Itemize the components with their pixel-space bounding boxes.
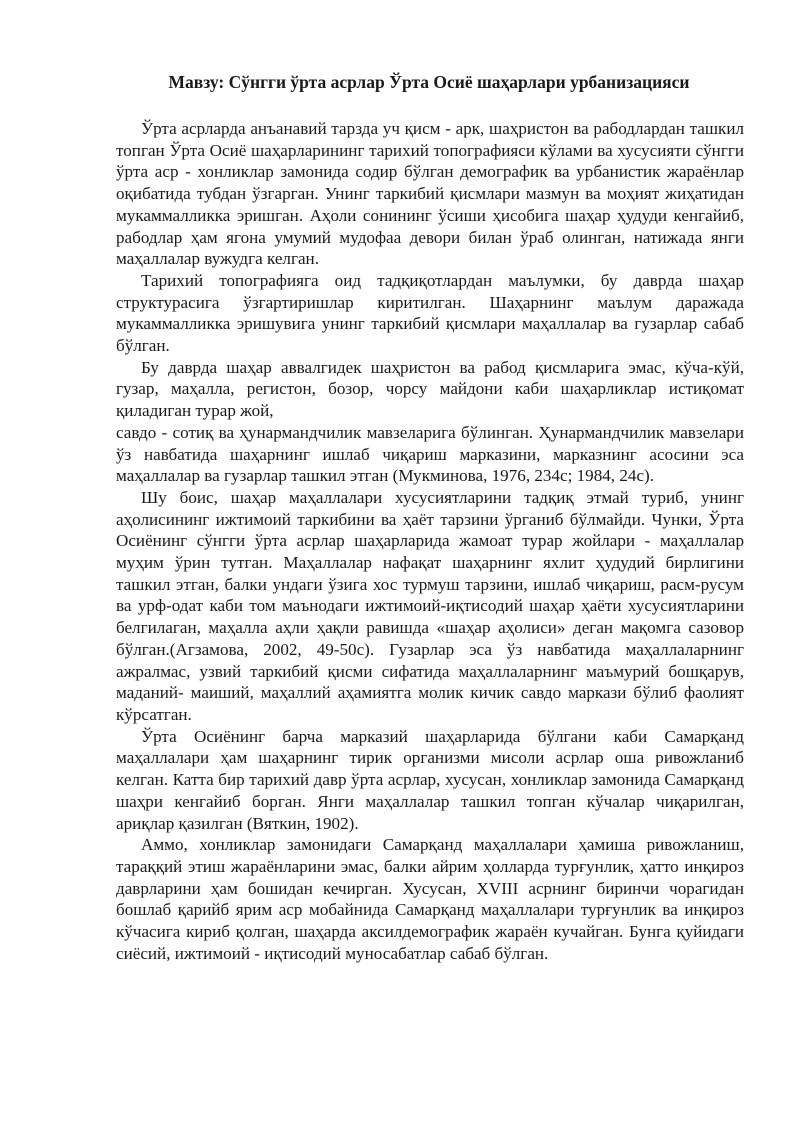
- document-title: Мавзу: Сўнгги ўрта асрлар Ўрта Осиё шаҳарлари урбанизацияси: [168, 72, 690, 92]
- paragraph-7: Аммо, хонликлар замонидаги Самарқанд маҳаллалари ҳамиша ривожланиш, тараққий этиш жараёнларини эмас, балки айрим ҳолларда турғунлик, ҳатто инқироз даврларини ҳам бошидан кечирган. Хусусан, XVIII асрнинг биринчи чорагидан бошлаб қарийб ярим аср мобайнида Самарқанд маҳаллалари турғунлик ва инқироз кўчасига кириб қолган, шаҳарда аксилдемографик жараён кучайган. Бунга қуйидаги сиёсий, ижтимоий - иқтисодий муносабатлар сабаб бўлган.: [116, 835, 744, 963]
- paragraph-3: Бу даврда шаҳар аввалгидек шаҳристон ва рабод қисмларига эмас, кўча-кўй, гузар, маҳалла, регистон, бозор, чорсу майдони каби шаҳарликлар истиқомат қиладиган турар жой,: [116, 357, 744, 421]
- paragraph-6: Ўрта Осиёнинг барча марказий шаҳарларида бўлгани каби Самарқанд маҳаллалари ҳам шаҳарнинг тирик организми мисоли асрлар оша ривожланиб келган. Катта бир тарихий давр ўрта асрлар, хусусан, хонликлар замонида Самарқанд шаҳри кенгайиб борган. Янги маҳаллалар ташкил топган кўчалар чиқарилган, ариқлар қазилган (Вяткин, 1902).: [116, 726, 744, 833]
- paragraph-4: савдо - сотиқ ва ҳунармандчилик мавзеларига бўлинган. Ҳунармандчилик мавзелари ўз навбатида шаҳарнинг ишлаб чиқариш марказини, марказнинг асосини эса маҳаллалар ва гузарлар ташкил этган (Мукминова, 1976, 234с; 1984, 24с).: [116, 422, 744, 486]
- paragraph-1: Ўрта асрларда анъанавий тарзда уч қисм - арк, шаҳристон ва рабодлардан ташкил топган Ўрта Осиё шаҳарларининг тарихий топографияси кўлами ва хусусияти сўнгги ўрта аср - хонликлар замонида содир бўлган демографик ва урбанистик жараёнлар оқибатида тубдан ўзгарган. Унинг таркибий қисмлари мазмун ва моҳият жиҳатидан мукаммалликка эришган. Аҳоли сонининг ўсиши ҳисобига шаҳар ҳудуди кенгайиб, рабодлар ҳам ягона умумий мудофаа девори билан ўраб олинган, натижада янги маҳаллалар вужудга келган.: [116, 119, 744, 269]
- paragraph-5: Шу боис, шаҳар маҳаллалари хусусиятларини тадқиқ этмай туриб, унинг аҳолисининг ижтимоий таркибини ва ҳаёт тарзини ўрганиб бўлмайди. Чунки, Ўрта Осиёнинг сўнгги ўрта асрлар шаҳарларида жамоат турар жойлари - маҳаллалар муҳим ўрин тутган. Маҳаллалар нафақат шаҳарнинг яхлит ҳудудий бирлигини ташкил этган, балки ундаги ўзига хос турмуш тарзини, ишлаб чиқариш, расм-русум ва урф-одат каби том маънодаги ижтимоий-иқтисодий шаҳар ҳаёти хусусиятларини белгилаган, маҳалла аҳли ҳақли равишда «шаҳар аҳолиси» деган мақомга сазовор бўлган.(Агзамова, 2002, 49-50с). Гузарлар эса ўз навбатида маҳаллаларнинг ажралмас, узвий таркибий қисми сифатида маҳаллаларнинг маъмурий бошқарув, маданий- маиший, маҳаллий аҳамиятга молик кичик савдо маркази бўлиб фаолият кўрсатган.: [116, 487, 744, 724]
- document-body: [116, 118, 744, 964]
- paragraph-2: Тарихий топографияга оид тадқиқотлардан маълумки, бу даврда шаҳар структурасига ўзгартиришлар киритилган. Шаҳарнинг маълум даражада мукаммалликка эришувига унинг таркибий қисмлари маҳаллалар ва гузарлар сабаб бўлган.: [116, 270, 744, 356]
